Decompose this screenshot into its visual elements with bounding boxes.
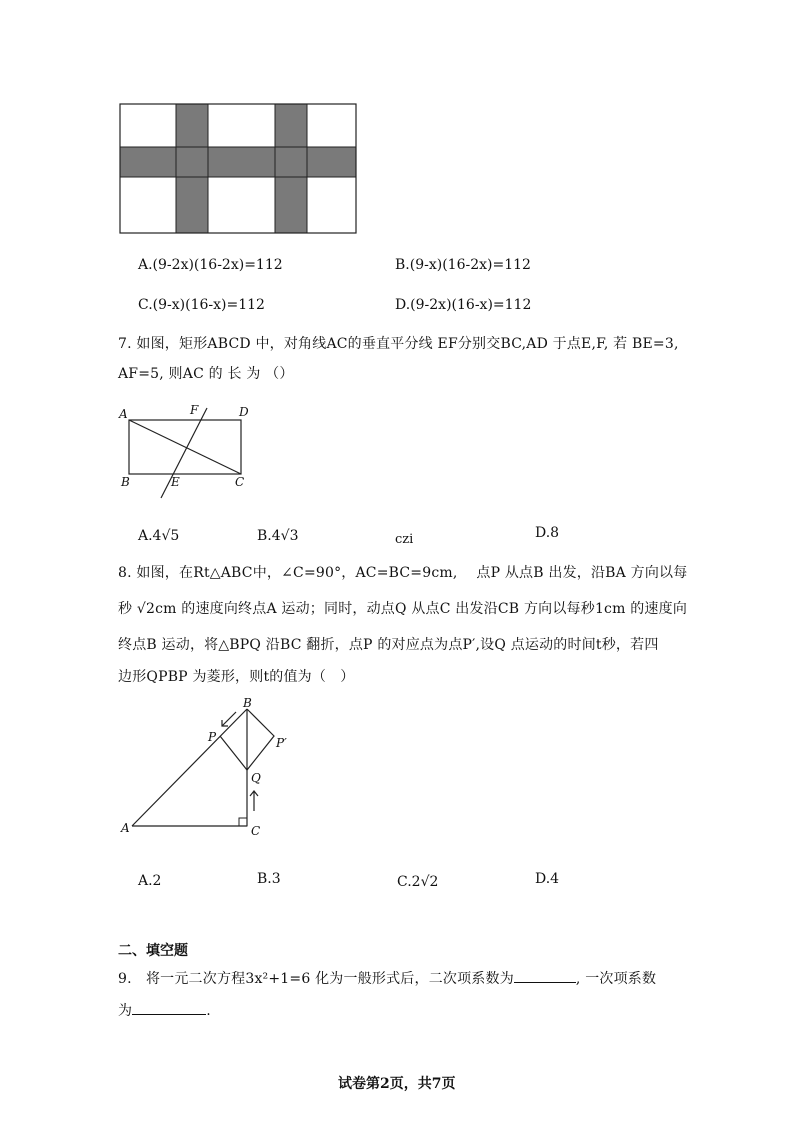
q9-line1 — [118, 968, 656, 989]
q8-label-c: C — [251, 824, 261, 838]
q6-option-d: D.(9-2x)(16-x)=112 — [395, 297, 532, 313]
q8-option-d: D.4 — [535, 871, 560, 887]
q7-text-line2: AF=5, 则AC 的 长 为 （） — [118, 366, 294, 382]
q8-option-b: B.3 — [257, 871, 281, 887]
q9-blank-linear-coefficient[interactable] — [132, 1000, 206, 1015]
q7-label-a: A — [119, 407, 128, 421]
q7-option-c: czi — [395, 532, 414, 547]
q7-line-ef — [161, 408, 207, 498]
q8-figure — [118, 695, 298, 840]
q7-option-a: A.4√5 — [138, 528, 180, 544]
q8-right-angle-mark — [239, 818, 247, 826]
q9-text-a: 9. 将一元二次方程3x²+1=6 化为一般形式后，二次项系数为 — [118, 971, 514, 987]
q8-text-line3: 终点B 运动，将△BPQ 沿BC 翻折，点P 的对应点为点P′,设Q 点运动的时间t秒，若四 — [118, 637, 659, 653]
q7-label-e: E — [171, 475, 180, 489]
q9-text-b: , 一次项系数 — [575, 971, 657, 987]
q6-option-c: C.(9-x)(16-x)=112 — [138, 297, 265, 313]
q7-label-f: F — [190, 403, 199, 417]
q7-figure — [115, 400, 285, 502]
q8-label-p: P — [208, 730, 217, 744]
q8-label-a: A — [121, 821, 130, 835]
q7-option-b: B.4√3 — [257, 528, 299, 544]
q8-option-a: A.2 — [138, 873, 162, 889]
q9-text-c: 为 — [118, 1003, 133, 1019]
q8-text-line1: 8. 如图，在Rt△ABC中，∠C=90°，AC=BC=9cm, 点P 从点B 出发，沿BA 方向以每 — [118, 565, 688, 581]
q9-blank-quadratic-coefficient[interactable] — [514, 968, 576, 983]
q7-text-line1: 7. 如图，矩形ABCD 中，对角线AC的垂直平分线 EF分别交BC,AD 于点E,F, 若 BE=3, — [118, 336, 679, 352]
q9-text-d: . — [206, 1003, 211, 1019]
q8-label-q: Q — [251, 771, 261, 785]
section-title-fill-in: 二、填空题 — [118, 943, 188, 959]
q6-figure — [119, 103, 358, 234]
q9-line2 — [118, 1000, 211, 1021]
q6-option-a: A.(9-2x)(16-2x)=112 — [138, 257, 283, 273]
q8-label-b: B — [243, 696, 252, 710]
q8-text-line4: 边形QPBP 为菱形，则t的值为（ ） — [118, 669, 355, 685]
q8-label-p-prime: P′ — [276, 736, 287, 750]
q8-arrow-bp-icon — [222, 712, 236, 726]
q8-text-line2: 秒 √2cm 的速度向终点A 运动；同时，动点Q 从点C 出发沿CB 方向以每秒1cm 的速度向 — [118, 601, 688, 617]
q7-label-d: D — [239, 405, 249, 419]
q8-side-ab — [132, 709, 247, 826]
q8-arrow-cq-icon — [250, 791, 258, 811]
q7-label-b: B — [121, 475, 130, 489]
q7-label-c: C — [235, 475, 245, 489]
q7-diagonal-ac — [129, 420, 241, 474]
q8-option-c: C.2√2 — [397, 874, 439, 890]
q7-option-d: D.8 — [535, 525, 560, 541]
q6-horizontal-strip — [120, 147, 356, 177]
page-footer: 试卷第2页，共7页 — [338, 1076, 456, 1092]
q6-option-b: B.(9-x)(16-2x)=112 — [395, 257, 531, 273]
